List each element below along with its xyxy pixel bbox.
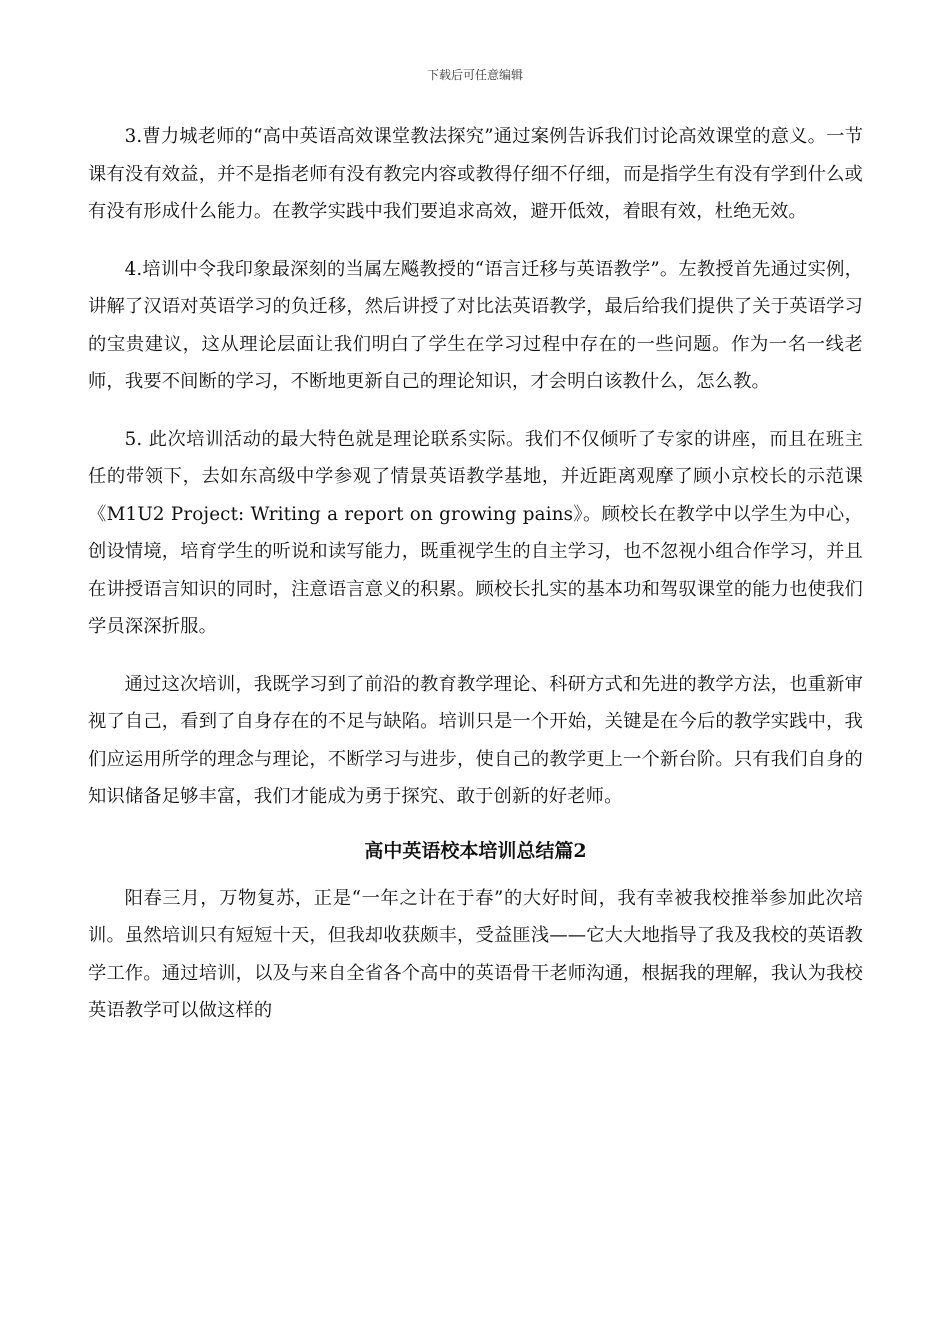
- paragraph-item-5: 5. 此次培训活动的最大特色就是理论联系实际。我们不仅倾听了专家的讲座，而且在班主任的带领下，去如东高级中学参观了情景英语教学基地，并近距离观摩了顾小京校长的示范课《M1U2 Project: Writing a report on growing pains》。顾校长在教学中以学生为中心，创设情境，培育学生的听说和读写能力，既重视学生的自主学习，也不忽视小组合作学习，并且在讲授语言知识的同时，注意语言意义的积累。顾校长扎实的基本功和驾驭课堂的能力也使我们学员深深折服。: [88, 428, 863, 637]
- page-header-note: 下载后可任意编辑: [426, 68, 523, 82]
- paragraph-section2-intro: 阳春三月，万物复苏，正是“一年之计在于春”的大好时间，我有幸被我校推举参加此次培训。虽然培训只有短短十天，但我却收获颇丰，受益匪浅——它大大地指导了我及我校的英语教学工作。通过培训，以及与来自全省各个高中的英语骨干老师沟通，根据我的理解，我认为我校英语教学可以做这样的: [88, 887, 863, 1021]
- document-body: [88, 118, 863, 1050]
- paragraph-item-4: 4.培训中令我印象最深刻的当属左飚教授的“语言迁移与英语教学”。左教授首先通过实例，讲解了汉语对英语学习的负迁移，然后讲授了对比法英语教学，最后给我们提供了关于英语学习的宝贵建议，这从理论层面让我们明白了学生在学习过程中存在的一些问题。作为一名一线老师，我要不间断的学习，不断地更新自己的理论知识，才会明白该教什么，怎么教。: [88, 258, 863, 392]
- paragraph-item-3: 3.曹力城老师的“高中英语高效课堂教法探究”通过案例告诉我们讨论高效课堂的意义。一节课有没有效益，并不是指老师有没有教完内容或教得仔细不仔细，而是指学生有没有学到什么或有没有形成什么能力。在教学实践中我们要追求高效，避开低效，着眼有效，杜绝无效。: [88, 126, 863, 222]
- section-title: 高中英语校本培训总结篇2: [364, 839, 587, 862]
- paragraph-summary: 通过这次培训，我既学习到了前沿的教育教学理论、科研方式和先进的教学方法，也重新审视了自己，看到了自身存在的不足与缺陷。培训只是一个开始，关键是在今后的教学实践中，我们应运用所学的理念与理论，不断学习与进步，使自己的教学更上一个新台阶。只有我们自身的知识储备足够丰富，我们才能成为勇于探究、敢于创新的好老师。: [88, 673, 863, 807]
